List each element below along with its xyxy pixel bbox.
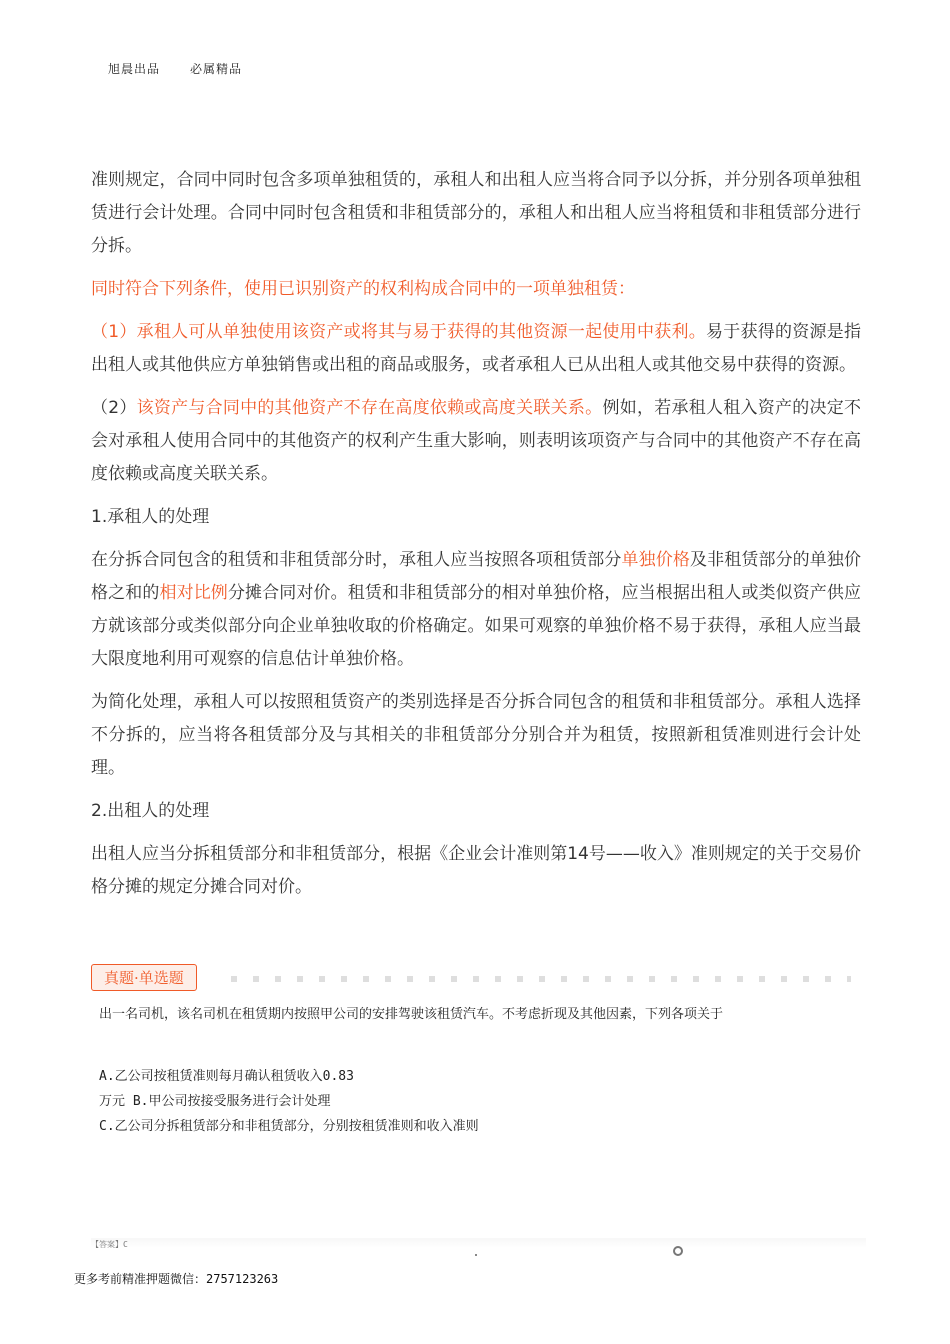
quiz-question: 出一名司机，该名司机在租赁期内按照甲公司的安排驾驶该租赁汽车。不考虑折现及其他因素，下列各项关于	[99, 1007, 724, 1022]
conditions-heading: 同时符合下列条件，使用已识别资产的权利构成合同中的一项单独租赁：	[91, 279, 635, 299]
ring-icon	[673, 1246, 683, 1256]
lessee-text-b: 及非租赁部分的单独价格之和的	[91, 550, 862, 603]
footer-contact: 更多考前精准押题微信：2757123263	[74, 1272, 279, 1286]
quiz-option-b: 万元 B.甲公司按接受服务进行会计处理	[99, 1094, 331, 1109]
quiz-cut-text-strip	[231, 976, 851, 982]
simplification-paragraph: 为简化处理，承租人可以按照租赁资产的类别选择是否分拆合同包含的租赁和非租赁部分。承租人选择不分拆的，应当将各租赁部分及与其相关的非租赁部分分别合并为租赁，按照新租赁准则进行会计处理。	[91, 692, 861, 778]
condition-2-highlight: 该资产与合同中的其他资产不存在高度依赖或高度关联关系。	[136, 398, 603, 418]
condition-1-highlight: （1）承租人可从单独使用该资产或将其与易于获得的其他资源一起使用中获利。	[91, 322, 706, 342]
standalone-price-highlight: 单独价格	[621, 550, 690, 570]
condition-2-prefix: （2）	[91, 398, 137, 418]
lessee-text-c: 分摊合同对价。租赁和非租赁部分的相对单独价格，应当根据出租人或类似资产供应方就该部分或类似部分向企业单独收取的价格确定。如果可观察的单独价格不易于获得，承租人应当最大限度地利用可观察的信息估计单独价格。	[91, 583, 862, 669]
footer-dot	[475, 1254, 477, 1256]
header-left-text: 旭晨出品	[108, 62, 161, 76]
quiz-option-c: C.乙公司分拆租赁部分和非租赁部分，分别按租赁准则和收入准则	[99, 1119, 479, 1134]
paragraph-split-rule: 准则规定，合同中同时包含多项单独租赁的，承租人和出租人应当将合同予以分拆，并分别各项单独租赁进行会计处理。合同中同时包含租赁和非租赁部分的，承租人和出租人应当将租赁和非租赁部分进行分拆。	[91, 170, 861, 256]
relative-ratio-highlight: 相对比例	[159, 583, 228, 603]
condition-1	[91, 316, 861, 382]
quiz-badge: 真题·单选题	[91, 964, 197, 991]
quiz-section	[91, 964, 866, 1134]
quiz-box	[91, 998, 866, 1208]
section-lessee: 1.承租人的处理	[91, 507, 210, 527]
answer-divider	[91, 1238, 866, 1248]
condition-2-detail: 例如，若承租人租入资产的决定不会对承租人使用合同中的其他资产的权利产生重大影响，则表明该项资产与合同中的其他资产不存在高度依赖或高度关联关系。	[91, 398, 861, 484]
condition-1-detail: 易于获得的资源是指出租人或其他供应方单独销售或出租的商品或服务，或者承租人已从出租人或其他交易中获得的资源。	[91, 322, 861, 375]
lessee-text-a: 在分拆合同包含的租赁和非租赁部分时，承租人应当按照各项租赁部分	[91, 550, 622, 570]
lessor-paragraph: 出租人应当分拆租赁部分和非租赁部分，根据《企业会计准则第14号——收入》准则规定的关于交易价格分摊的规定分摊合同对价。	[91, 844, 861, 897]
section-lessor: 2.出租人的处理	[91, 801, 210, 821]
lessee-allocation-paragraph	[91, 544, 861, 676]
header-right-text: 必属精品	[190, 62, 243, 76]
header-tagline	[108, 60, 272, 77]
main-content	[91, 164, 861, 914]
quiz-option-a: A.乙公司按租赁准则每月确认租赁收入0.83	[99, 1069, 354, 1084]
condition-2	[91, 392, 861, 491]
quiz-answer-fragment	[91, 1239, 128, 1243]
